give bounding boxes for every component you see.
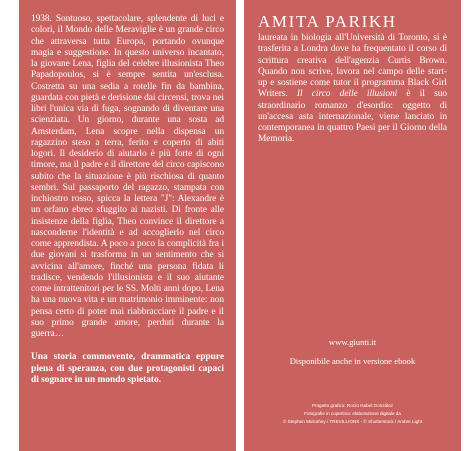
left-flap <box>19 0 236 451</box>
right-flap <box>244 0 461 451</box>
bio-text-end: è il suo straordinario romanzo d'esordio: oggetto di un'accesa asta internazionale, viene lanciato in contemporanea in quattro Paesi per il Giorno della Memoria. <box>258 89 447 145</box>
credit-design: Progetto grafico: Rocío Isabel González <box>311 403 394 408</box>
credit-photo-line-1: Fotografie in copertina: elaborazione digitale da <box>304 411 401 416</box>
author-name: AMITA PARIKH <box>258 12 397 31</box>
credits <box>244 402 461 426</box>
ebook-availability: Disponibile anche in versione ebook <box>289 356 416 366</box>
book-title: Il circo delle illusioni <box>296 89 398 100</box>
credit-photo-line-2: © Stephen Mulcahey / TREVILLIONS - © Shutterstock / Ambre Light <box>283 419 422 424</box>
author-bio <box>258 33 447 146</box>
publisher-website: www.giunti.it <box>328 337 377 347</box>
synopsis-text: 1938. Sontuoso, spettacolare, splendente di luci e colori, il Mondo delle Meraviglie è un grande circo che attraversa tutta Europa, portando ovunque magia e suggestione. In questo universo incantato, la giovane Lena, figlia del celebre illusionista Theo Papadopoulos, si è sempre sentita un'esclusa. Costretta su una sedia a rotelle fin da bambina, guardata con pietà e derisione dai circensi, trova nei libri l'unica via di fuga, sognando di diventare una scienziata. Un giorno, durante una sosta ad Amsterdam, Lena scopre nella dispensa un ragazzino steso a terra, ferito e coperto di abiti logori. Il desiderio di aiutarlo è più forte di ogni timore, ma il padre e il direttore del circo capiscono subito che la situazione è più rischiosa di quanto sembri. Sul passaporto del ragazzo, stampata con inchiostro rosso, spicca la lettera "J": Alexandre è un orfano ebreo sfuggito ai nazisti. Di fronte alle insistenze della figlia, Theo convince il direttore a nasconderne l'identità e ad accoglierlo nel circo come apprendista. A poco a poco la complicità fra i due giovani si trasforma in un sentimento che si avvicina all'amore, finché una persona fidata li tradisce, vendendo l'illusionista e il suo aiutante come intrattenitori per le SS. Molti anni dopo, Lena ha una nuova vita e un matrimonio imminente: non pensa certo di poter mai riabbracciare il padre e il suo primo grande amore, perduti durante la guerra… <box>31 14 224 339</box>
tagline-text: Una storia commovente, drammatica eppure piena di speranza, con due protagonisti capaci di sognare in un mondo spietato. <box>31 352 224 385</box>
bio-text-start: laureata in biologia all'Università di Toronto, si è trasferita a Londra dove ha frequentato il corso di scrittura creativa dell'agenzia Curtis Brown. Quando non scrive, lavora nel campo delle start-up e sostiene come tutor il programma Black Girl Writers. <box>258 33 447 100</box>
